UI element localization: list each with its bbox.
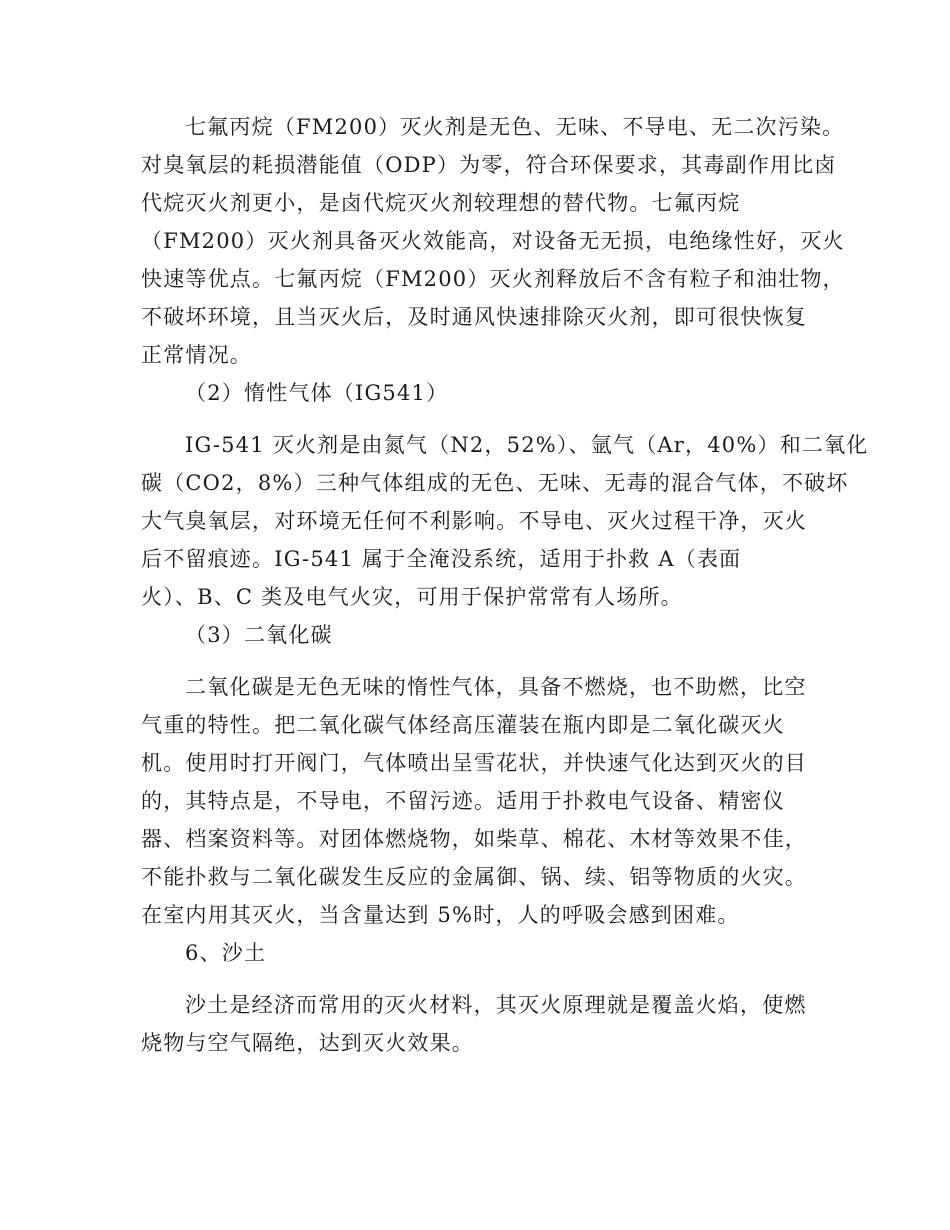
- text-line: 在室内用其灭火，当含量达到 5%时，人的呼吸会感到困难。: [141, 903, 740, 927]
- text-line: 机。使用时打开阀门，气体喷出呈雪花状，并快速气化达到灭火的目: [141, 751, 807, 775]
- text-line: 快速等优点。七氟丙烷（FM200）灭火剂释放后不含有粒子和油壮物，: [141, 267, 845, 291]
- text-line: 大气臭氧层，对环境无任何不利影响。不导电、灭火过程干净，灭火: [141, 509, 807, 533]
- paragraph-sand: [141, 986, 807, 1062]
- text-line: 代烷灭火剂更小，是卤代烷灭火剂较理想的替代物。七氟丙烷: [141, 191, 741, 215]
- text-line: （FM200）灭火剂具备灭火效能高，对设备无无损，电绝缘性好，灭火: [141, 229, 845, 253]
- text-line: 不能扑救与二氧化碳发生反应的金属御、锅、续、铝等物质的火灾。: [141, 865, 807, 889]
- text-line: 对臭氧层的耗损潜能值（ODP）为零，符合环保要求，其毒副作用比卤: [141, 153, 837, 177]
- text-line: 后不留痕迹。IG-541 属于全淹没系统，适用于扑救 A（表面: [141, 547, 742, 571]
- text-line: 碳（CO2，8%）三种气体组成的无色、无味、无毒的混合气体，不破坏: [141, 471, 849, 495]
- text-line: 气重的特性。把二氧化碳气体经高压灌装在瓶内即是二氧化碳灭火: [141, 713, 785, 737]
- text-line: 的，其特点是，不导电，不留污迹。适用于扑救电气设备、精密仪: [141, 789, 785, 813]
- paragraph-ig541: [141, 426, 869, 616]
- text-line: 烧物与空气隔绝，达到灭火效果。: [141, 1031, 474, 1055]
- section-heading-inert-gas: （2）惰性气体（IG541）: [185, 381, 449, 405]
- paragraph-co2: [141, 668, 807, 934]
- section-heading-sand: 6、沙土: [185, 941, 267, 965]
- text-line: 正常情况。: [141, 343, 252, 367]
- text-line: 器、档案资料等。对团体燃烧物，如柴草、棉花、木材等效果不佳，: [141, 827, 807, 851]
- text-line: 不破坏环境，且当灭火后，及时通风快速排除灭火剂，即可很快恢复: [141, 305, 807, 329]
- text-line: 二氧化碳是无色无味的惰性气体，具备不燃烧，也不助燃，比空: [185, 675, 807, 699]
- text-line: 沙土是经济而常用的灭火材料，其灭火原理就是覆盖火焰，使燃: [185, 993, 807, 1017]
- text-line: 七氟丙烷（FM200）灭火剂是无色、无味、不导电、无二次污染。: [185, 115, 845, 139]
- text-line: IG-541 灭火剂是由氮气（N2，52%）、氩气（Ar，40%）和二氧化: [185, 433, 869, 457]
- paragraph-heptafluoropropane: [141, 108, 845, 374]
- section-heading-co2: （3）二氧化碳: [185, 623, 333, 647]
- document-body: [141, 108, 869, 1062]
- text-line: 火）、B、C 类及电气火灾，可用于保护常常有人场所。: [141, 585, 683, 609]
